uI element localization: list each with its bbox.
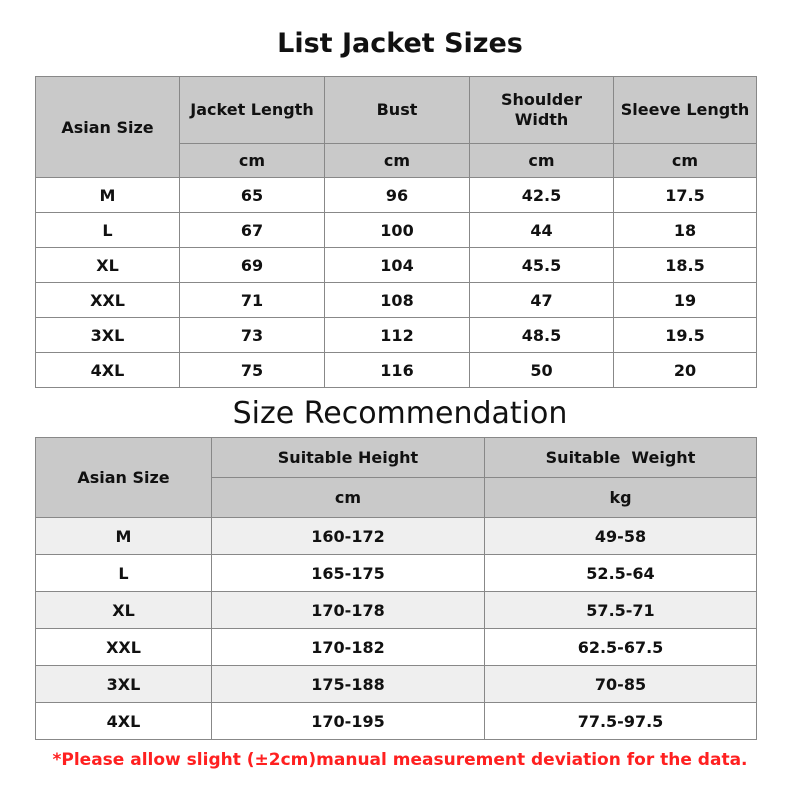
value-cell: 47 (470, 283, 614, 318)
unit-header: cm (325, 144, 470, 178)
size-recommendation-table (35, 437, 757, 740)
value-cell: 77.5-97.5 (485, 703, 757, 740)
value-cell: 19.5 (614, 318, 757, 353)
table-row (36, 178, 757, 213)
table-row (36, 703, 757, 740)
size-cell: XXL (36, 629, 212, 666)
size-cell: M (36, 518, 212, 555)
unit-header: cm (212, 478, 485, 518)
size-cell: 4XL (36, 703, 212, 740)
size-cell: XL (36, 248, 180, 283)
value-cell: 70-85 (485, 666, 757, 703)
table-row (36, 555, 757, 592)
unit-header: cm (470, 144, 614, 178)
value-cell: 45.5 (470, 248, 614, 283)
table-header-row (36, 77, 757, 144)
value-cell: 160-172 (212, 518, 485, 555)
value-cell: 175-188 (212, 666, 485, 703)
table-row (36, 666, 757, 703)
size-cell: L (36, 213, 180, 248)
value-cell: 108 (325, 283, 470, 318)
value-cell: 18.5 (614, 248, 757, 283)
value-cell: 170-195 (212, 703, 485, 740)
value-cell: 73 (180, 318, 325, 353)
table-row (36, 518, 757, 555)
value-cell: 104 (325, 248, 470, 283)
value-cell: 165-175 (212, 555, 485, 592)
value-cell: 65 (180, 178, 325, 213)
unit-header: cm (180, 144, 325, 178)
size-table-title: List Jacket Sizes (277, 28, 523, 59)
value-cell: 20 (614, 353, 757, 388)
value-cell: 18 (614, 213, 757, 248)
size-cell: XXL (36, 283, 180, 318)
table-row (36, 213, 757, 248)
value-cell: 19 (614, 283, 757, 318)
value-cell: 62.5-67.5 (485, 629, 757, 666)
value-cell: 71 (180, 283, 325, 318)
column-header: Bust (325, 77, 470, 144)
value-cell: 116 (325, 353, 470, 388)
value-cell: 49-58 (485, 518, 757, 555)
table-row (36, 353, 757, 388)
jacket-size-table (35, 76, 757, 388)
table-row (36, 318, 757, 353)
column-header: Suitable Height (212, 438, 485, 478)
measurement-deviation-note: *Please allow slight (±2cm)manual measurement deviation for the data. (52, 750, 748, 770)
unit-header: cm (614, 144, 757, 178)
size-cell: 3XL (36, 318, 180, 353)
column-header: Suitable Weight (485, 438, 757, 478)
size-cell: 3XL (36, 666, 212, 703)
value-cell: 67 (180, 213, 325, 248)
value-cell: 100 (325, 213, 470, 248)
value-cell: 48.5 (470, 318, 614, 353)
value-cell: 57.5-71 (485, 592, 757, 629)
column-header: Sleeve Length (614, 77, 757, 144)
value-cell: 170-178 (212, 592, 485, 629)
asian-size-header: Asian Size (36, 77, 180, 178)
size-cell: XL (36, 592, 212, 629)
table-row (36, 283, 757, 318)
table-row (36, 248, 757, 283)
table-row (36, 592, 757, 629)
value-cell: 17.5 (614, 178, 757, 213)
column-header: Shoulder Width (470, 77, 614, 144)
column-header: Jacket Length (180, 77, 325, 144)
value-cell: 44 (470, 213, 614, 248)
value-cell: 69 (180, 248, 325, 283)
size-cell: 4XL (36, 353, 180, 388)
value-cell: 52.5-64 (485, 555, 757, 592)
asian-size-header: Asian Size (36, 438, 212, 518)
table-header-row (36, 438, 757, 478)
value-cell: 96 (325, 178, 470, 213)
value-cell: 50 (470, 353, 614, 388)
recommendation-table-title: Size Recommendation (232, 396, 568, 431)
unit-header: kg (485, 478, 757, 518)
value-cell: 42.5 (470, 178, 614, 213)
value-cell: 112 (325, 318, 470, 353)
value-cell: 170-182 (212, 629, 485, 666)
size-cell: M (36, 178, 180, 213)
value-cell: 75 (180, 353, 325, 388)
size-cell: L (36, 555, 212, 592)
table-row (36, 629, 757, 666)
